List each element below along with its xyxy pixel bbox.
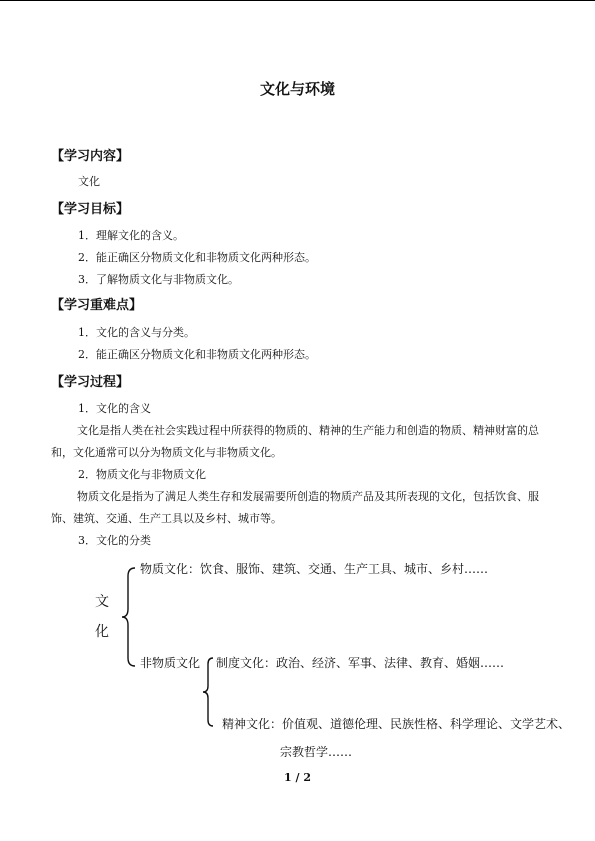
subsection-title-classification: 3．文化的分类 [78,534,151,547]
subsection-title-meaning: 1．文化的含义 [78,402,151,415]
spiritual-culture-branch: 精神文化：价值观、道德伦理、民族性格、科学理论、文学艺术、 [222,717,571,731]
document-title: 文化与环境 [259,80,335,98]
diagram-root-char: 文 [95,594,109,610]
sub-brace-icon [200,656,216,728]
content-item: 文化 [78,175,100,188]
objective-item: 1．理解文化的含义。 [78,229,184,242]
page-top-border [0,0,595,1]
objective-item: 2．能正确区分物质文化和非物质文化两种形态。 [78,251,316,264]
paragraph-material: 物质文化是指为了满足人类生存和发展需要所创造的物质产品及其所表现的文化，包括饮食、服饰、建筑、交通、生产工具以及乡村、城市等。 [51,490,539,525]
material-culture-branch: 物质文化：饮食、服饰、建筑、交通、生产工具、城市、乡村…… [140,562,489,576]
page-number: 1 / 2 [284,771,311,784]
main-brace-icon [118,566,138,668]
section-heading-process: 【学习过程】 [51,375,130,390]
non-material-culture-label: 非物质文化 [140,656,201,670]
institutional-culture-branch: 制度文化：政治、经济、军事、法律、教育、婚姻…… [216,656,505,670]
spiritual-culture-continuation: 宗教哲学…… [280,745,353,759]
section-heading-key-points: 【学习重难点】 [51,298,143,313]
paragraph-meaning: 文化是指人类在社会实践过程中所获得的物质的、精神的生产能力和创造的物质、精神财富的总和，文化通常可以分为物质文化与非物质文化。 [51,424,539,459]
section-heading-content: 【学习内容】 [51,149,130,164]
objective-item: 3．了解物质文化与非物质文化。 [78,273,239,286]
key-point-item: 2．能正确区分物质文化和非物质文化两种形态。 [78,348,316,361]
section-heading-objectives: 【学习目标】 [51,202,130,217]
diagram-root-char: 化 [95,624,109,640]
key-point-item: 1．文化的含义与分类。 [78,326,195,339]
subsection-title-material: 2．物质文化与非物质文化 [78,468,206,481]
